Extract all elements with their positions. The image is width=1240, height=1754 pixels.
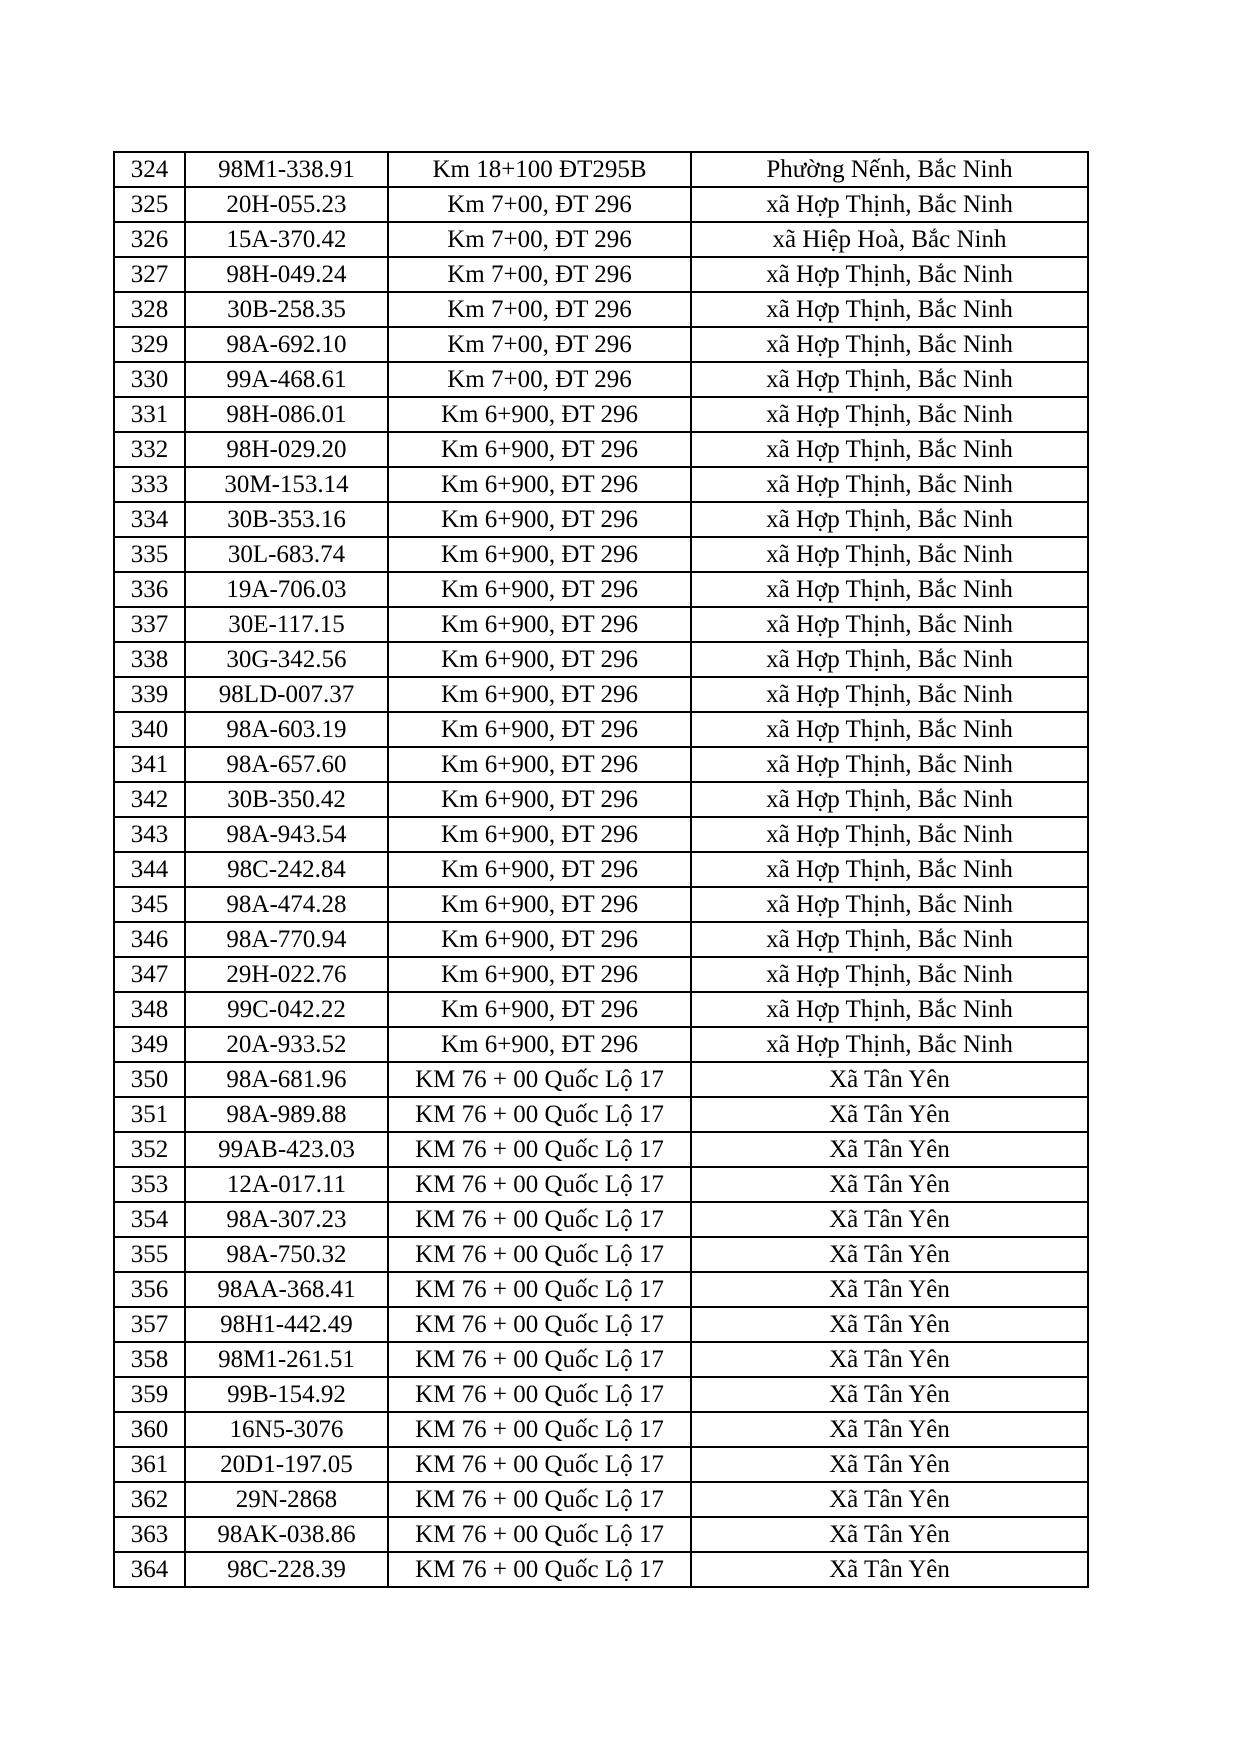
row-number-cell: 349 <box>114 1027 185 1062</box>
commune-cell: xã Hợp Thịnh, Bắc Ninh <box>691 467 1088 502</box>
license-plate-cell: 19A-706.03 <box>185 572 388 607</box>
license-plate-cell: 98LD-007.37 <box>185 677 388 712</box>
license-plate-cell: 98C-228.39 <box>185 1552 388 1587</box>
table-row <box>114 362 1088 397</box>
row-number-cell: 333 <box>114 467 185 502</box>
license-plate-cell: 99AB-423.03 <box>185 1132 388 1167</box>
table-row <box>114 1237 1088 1272</box>
commune-cell: Xã Tân Yên <box>691 1447 1088 1482</box>
table-row <box>114 1202 1088 1237</box>
location-cell: KM 76 + 00 Quốc Lộ 17 <box>388 1552 691 1587</box>
commune-cell: xã Hợp Thịnh, Bắc Ninh <box>691 607 1088 642</box>
location-cell: KM 76 + 00 Quốc Lộ 17 <box>388 1132 691 1167</box>
row-number-cell: 363 <box>114 1517 185 1552</box>
commune-cell: xã Hợp Thịnh, Bắc Ninh <box>691 747 1088 782</box>
row-number-cell: 337 <box>114 607 185 642</box>
table-row <box>114 712 1088 747</box>
table-row <box>114 1552 1088 1587</box>
row-number-cell: 353 <box>114 1167 185 1202</box>
row-number-cell: 364 <box>114 1552 185 1587</box>
license-plate-cell: 98A-692.10 <box>185 327 388 362</box>
location-cell: Km 6+900, ĐT 296 <box>388 852 691 887</box>
table-row <box>114 222 1088 257</box>
location-cell: KM 76 + 00 Quốc Lộ 17 <box>388 1482 691 1517</box>
table-row <box>114 1167 1088 1202</box>
commune-cell: xã Hợp Thịnh, Bắc Ninh <box>691 362 1088 397</box>
table-row <box>114 292 1088 327</box>
location-cell: KM 76 + 00 Quốc Lộ 17 <box>388 1377 691 1412</box>
row-number-cell: 340 <box>114 712 185 747</box>
location-cell: KM 76 + 00 Quốc Lộ 17 <box>388 1167 691 1202</box>
table-row <box>114 502 1088 537</box>
commune-cell: Xã Tân Yên <box>691 1552 1088 1587</box>
commune-cell: xã Hợp Thịnh, Bắc Ninh <box>691 887 1088 922</box>
row-number-cell: 327 <box>114 257 185 292</box>
commune-cell: Xã Tân Yên <box>691 1307 1088 1342</box>
commune-cell: Xã Tân Yên <box>691 1062 1088 1097</box>
row-number-cell: 328 <box>114 292 185 327</box>
license-plate-cell: 20A-933.52 <box>185 1027 388 1062</box>
location-cell: Km 6+900, ĐT 296 <box>388 957 691 992</box>
row-number-cell: 339 <box>114 677 185 712</box>
license-plate-cell: 30M-153.14 <box>185 467 388 502</box>
location-cell: Km 6+900, ĐT 296 <box>388 607 691 642</box>
location-cell: KM 76 + 00 Quốc Lộ 17 <box>388 1412 691 1447</box>
location-cell: Km 6+900, ĐT 296 <box>388 922 691 957</box>
license-plate-cell: 29H-022.76 <box>185 957 388 992</box>
commune-cell: xã Hiệp Hoà, Bắc Ninh <box>691 222 1088 257</box>
commune-cell: xã Hợp Thịnh, Bắc Ninh <box>691 292 1088 327</box>
location-cell: Km 6+900, ĐT 296 <box>388 572 691 607</box>
row-number-cell: 350 <box>114 1062 185 1097</box>
row-number-cell: 326 <box>114 222 185 257</box>
commune-cell: Xã Tân Yên <box>691 1167 1088 1202</box>
table-row <box>114 957 1088 992</box>
table-row <box>114 607 1088 642</box>
location-cell: Km 6+900, ĐT 296 <box>388 782 691 817</box>
row-number-cell: 362 <box>114 1482 185 1517</box>
location-cell: Km 7+00, ĐT 296 <box>388 362 691 397</box>
license-plate-cell: 98A-307.23 <box>185 1202 388 1237</box>
location-cell: Km 6+900, ĐT 296 <box>388 887 691 922</box>
row-number-cell: 348 <box>114 992 185 1027</box>
location-cell: Km 7+00, ĐT 296 <box>388 257 691 292</box>
table-row <box>114 1412 1088 1447</box>
license-plate-cell: 98A-750.32 <box>185 1237 388 1272</box>
commune-cell: xã Hợp Thịnh, Bắc Ninh <box>691 782 1088 817</box>
commune-cell: xã Hợp Thịnh, Bắc Ninh <box>691 187 1088 222</box>
table-row <box>114 1447 1088 1482</box>
license-plate-cell: 98AA-368.41 <box>185 1272 388 1307</box>
violations-table <box>113 151 1089 1588</box>
location-cell: Km 7+00, ĐT 296 <box>388 292 691 327</box>
table-row <box>114 1272 1088 1307</box>
license-plate-cell: 98A-474.28 <box>185 887 388 922</box>
table-row <box>114 1027 1088 1062</box>
table-row <box>114 887 1088 922</box>
license-plate-cell: 29N-2868 <box>185 1482 388 1517</box>
commune-cell: Xã Tân Yên <box>691 1517 1088 1552</box>
location-cell: Km 6+900, ĐT 296 <box>388 537 691 572</box>
license-plate-cell: 30B-353.16 <box>185 502 388 537</box>
license-plate-cell: 98A-681.96 <box>185 1062 388 1097</box>
location-cell: KM 76 + 00 Quốc Lộ 17 <box>388 1097 691 1132</box>
commune-cell: xã Hợp Thịnh, Bắc Ninh <box>691 537 1088 572</box>
commune-cell: xã Hợp Thịnh, Bắc Ninh <box>691 677 1088 712</box>
table-row <box>114 922 1088 957</box>
license-plate-cell: 98H-029.20 <box>185 432 388 467</box>
license-plate-cell: 98C-242.84 <box>185 852 388 887</box>
table-row <box>114 1097 1088 1132</box>
row-number-cell: 344 <box>114 852 185 887</box>
location-cell: KM 76 + 00 Quốc Lộ 17 <box>388 1202 691 1237</box>
commune-cell: Xã Tân Yên <box>691 1272 1088 1307</box>
location-cell: KM 76 + 00 Quốc Lộ 17 <box>388 1237 691 1272</box>
location-cell: KM 76 + 00 Quốc Lộ 17 <box>388 1272 691 1307</box>
license-plate-cell: 98M1-261.51 <box>185 1342 388 1377</box>
table-row <box>114 1377 1088 1412</box>
table-row <box>114 572 1088 607</box>
row-number-cell: 346 <box>114 922 185 957</box>
commune-cell: xã Hợp Thịnh, Bắc Ninh <box>691 852 1088 887</box>
commune-cell: Phường Nếnh, Bắc Ninh <box>691 152 1088 187</box>
table-row <box>114 992 1088 1027</box>
row-number-cell: 356 <box>114 1272 185 1307</box>
license-plate-cell: 99A-468.61 <box>185 362 388 397</box>
row-number-cell: 351 <box>114 1097 185 1132</box>
commune-cell: xã Hợp Thịnh, Bắc Ninh <box>691 712 1088 747</box>
location-cell: KM 76 + 00 Quốc Lộ 17 <box>388 1307 691 1342</box>
row-number-cell: 361 <box>114 1447 185 1482</box>
row-number-cell: 324 <box>114 152 185 187</box>
location-cell: Km 6+900, ĐT 296 <box>388 712 691 747</box>
table-row <box>114 1482 1088 1517</box>
commune-cell: Xã Tân Yên <box>691 1377 1088 1412</box>
commune-cell: Xã Tân Yên <box>691 1132 1088 1167</box>
commune-cell: xã Hợp Thịnh, Bắc Ninh <box>691 642 1088 677</box>
license-plate-cell: 98H-049.24 <box>185 257 388 292</box>
commune-cell: xã Hợp Thịnh, Bắc Ninh <box>691 992 1088 1027</box>
commune-cell: xã Hợp Thịnh, Bắc Ninh <box>691 957 1088 992</box>
table-row <box>114 257 1088 292</box>
location-cell: Km 7+00, ĐT 296 <box>388 222 691 257</box>
row-number-cell: 334 <box>114 502 185 537</box>
commune-cell: xã Hợp Thịnh, Bắc Ninh <box>691 502 1088 537</box>
row-number-cell: 355 <box>114 1237 185 1272</box>
location-cell: KM 76 + 00 Quốc Lộ 17 <box>388 1342 691 1377</box>
location-cell: Km 6+900, ĐT 296 <box>388 432 691 467</box>
row-number-cell: 343 <box>114 817 185 852</box>
commune-cell: xã Hợp Thịnh, Bắc Ninh <box>691 327 1088 362</box>
license-plate-cell: 20D1-197.05 <box>185 1447 388 1482</box>
table-row <box>114 1342 1088 1377</box>
row-number-cell: 347 <box>114 957 185 992</box>
table-row <box>114 1307 1088 1342</box>
commune-cell: Xã Tân Yên <box>691 1412 1088 1447</box>
commune-cell: xã Hợp Thịnh, Bắc Ninh <box>691 257 1088 292</box>
license-plate-cell: 98AK-038.86 <box>185 1517 388 1552</box>
row-number-cell: 331 <box>114 397 185 432</box>
location-cell: Km 6+900, ĐT 296 <box>388 1027 691 1062</box>
location-cell: Km 6+900, ĐT 296 <box>388 642 691 677</box>
license-plate-cell: 98H-086.01 <box>185 397 388 432</box>
license-plate-cell: 98A-657.60 <box>185 747 388 782</box>
license-plate-cell: 30E-117.15 <box>185 607 388 642</box>
table-row <box>114 397 1088 432</box>
row-number-cell: 332 <box>114 432 185 467</box>
table-row <box>114 852 1088 887</box>
row-number-cell: 359 <box>114 1377 185 1412</box>
row-number-cell: 345 <box>114 887 185 922</box>
license-plate-cell: 98H1-442.49 <box>185 1307 388 1342</box>
location-cell: Km 6+900, ĐT 296 <box>388 502 691 537</box>
location-cell: Km 6+900, ĐT 296 <box>388 467 691 502</box>
table-row <box>114 327 1088 362</box>
license-plate-cell: 99C-042.22 <box>185 992 388 1027</box>
row-number-cell: 336 <box>114 572 185 607</box>
license-plate-cell: 30L-683.74 <box>185 537 388 572</box>
location-cell: KM 76 + 00 Quốc Lộ 17 <box>388 1447 691 1482</box>
commune-cell: xã Hợp Thịnh, Bắc Ninh <box>691 397 1088 432</box>
commune-cell: Xã Tân Yên <box>691 1202 1088 1237</box>
commune-cell: xã Hợp Thịnh, Bắc Ninh <box>691 817 1088 852</box>
row-number-cell: 354 <box>114 1202 185 1237</box>
row-number-cell: 325 <box>114 187 185 222</box>
table-row <box>114 642 1088 677</box>
row-number-cell: 341 <box>114 747 185 782</box>
commune-cell: Xã Tân Yên <box>691 1342 1088 1377</box>
license-plate-cell: 16N5-3076 <box>185 1412 388 1447</box>
license-plate-cell: 30B-350.42 <box>185 782 388 817</box>
license-plate-cell: 98M1-338.91 <box>185 152 388 187</box>
row-number-cell: 330 <box>114 362 185 397</box>
license-plate-cell: 98A-989.88 <box>185 1097 388 1132</box>
license-plate-cell: 15A-370.42 <box>185 222 388 257</box>
table-row <box>114 467 1088 502</box>
license-plate-cell: 98A-943.54 <box>185 817 388 852</box>
table-row <box>114 187 1088 222</box>
license-plate-cell: 98A-770.94 <box>185 922 388 957</box>
license-plate-cell: 20H-055.23 <box>185 187 388 222</box>
license-plate-cell: 12A-017.11 <box>185 1167 388 1202</box>
row-number-cell: 360 <box>114 1412 185 1447</box>
table-row <box>114 1517 1088 1552</box>
location-cell: Km 7+00, ĐT 296 <box>388 327 691 362</box>
location-cell: Km 18+100 ĐT295B <box>388 152 691 187</box>
location-cell: Km 6+900, ĐT 296 <box>388 397 691 432</box>
row-number-cell: 357 <box>114 1307 185 1342</box>
commune-cell: Xã Tân Yên <box>691 1097 1088 1132</box>
location-cell: KM 76 + 00 Quốc Lộ 17 <box>388 1517 691 1552</box>
row-number-cell: 352 <box>114 1132 185 1167</box>
license-plate-cell: 99B-154.92 <box>185 1377 388 1412</box>
row-number-cell: 329 <box>114 327 185 362</box>
commune-cell: xã Hợp Thịnh, Bắc Ninh <box>691 432 1088 467</box>
commune-cell: xã Hợp Thịnh, Bắc Ninh <box>691 572 1088 607</box>
table-row <box>114 677 1088 712</box>
table-row <box>114 782 1088 817</box>
table-row <box>114 432 1088 467</box>
row-number-cell: 358 <box>114 1342 185 1377</box>
commune-cell: Xã Tân Yên <box>691 1237 1088 1272</box>
license-plate-cell: 30B-258.35 <box>185 292 388 327</box>
location-cell: Km 7+00, ĐT 296 <box>388 187 691 222</box>
location-cell: Km 6+900, ĐT 296 <box>388 817 691 852</box>
table-row <box>114 747 1088 782</box>
table-row <box>114 1132 1088 1167</box>
row-number-cell: 335 <box>114 537 185 572</box>
location-cell: Km 6+900, ĐT 296 <box>388 677 691 712</box>
table-row <box>114 537 1088 572</box>
commune-cell: Xã Tân Yên <box>691 1482 1088 1517</box>
location-cell: Km 6+900, ĐT 296 <box>388 747 691 782</box>
table-body <box>114 152 1088 1587</box>
table-row <box>114 1062 1088 1097</box>
location-cell: Km 6+900, ĐT 296 <box>388 992 691 1027</box>
license-plate-cell: 30G-342.56 <box>185 642 388 677</box>
location-cell: KM 76 + 00 Quốc Lộ 17 <box>388 1062 691 1097</box>
row-number-cell: 338 <box>114 642 185 677</box>
table-row <box>114 817 1088 852</box>
table-row <box>114 152 1088 187</box>
license-plate-cell: 98A-603.19 <box>185 712 388 747</box>
commune-cell: xã Hợp Thịnh, Bắc Ninh <box>691 922 1088 957</box>
row-number-cell: 342 <box>114 782 185 817</box>
commune-cell: xã Hợp Thịnh, Bắc Ninh <box>691 1027 1088 1062</box>
